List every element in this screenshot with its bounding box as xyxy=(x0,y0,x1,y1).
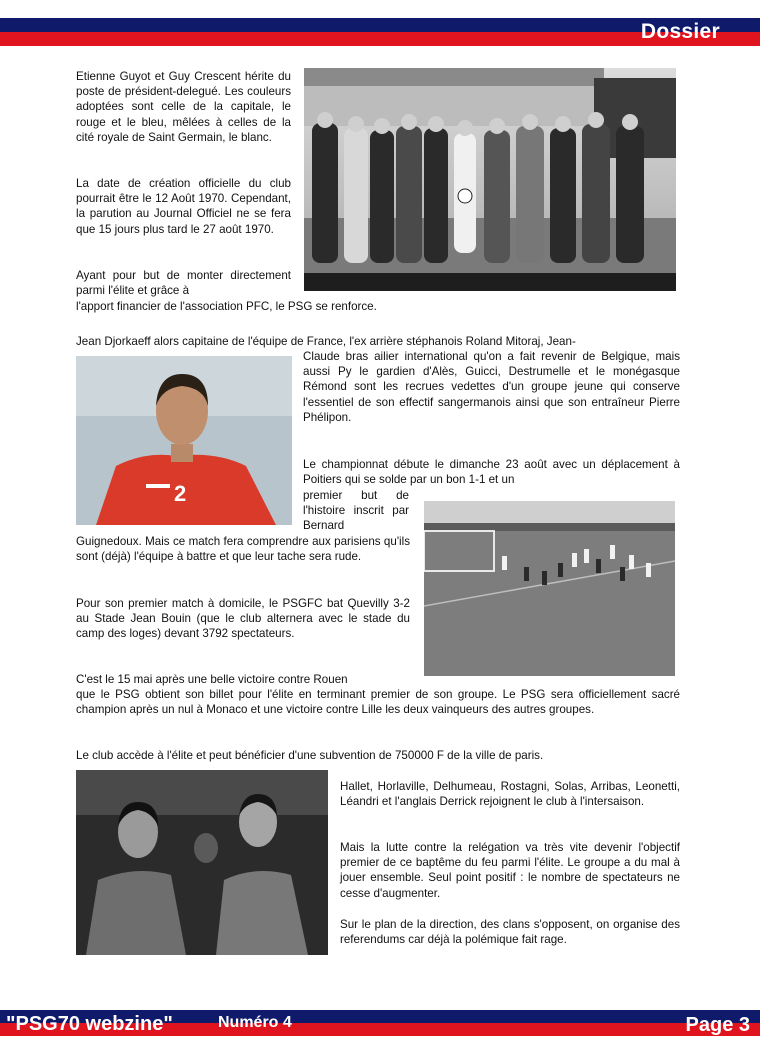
players-photo xyxy=(76,770,328,955)
paragraph-subsidy: Le club accède à l'élite et peut bénéficier d'une subvention de 750000 F de la ville de paris. xyxy=(76,749,544,762)
player-portrait xyxy=(76,356,292,525)
paragraph-ambition-a: Ayant pour but de monter directement parmi l'élite et grâce à xyxy=(76,269,291,298)
paragraph-championship-b: premier but de l'histoire inscrit par Bernard xyxy=(303,489,409,533)
paragraph-championship-a: Le championnat débute le dimanche 23 août avec un déplacement à Poitiers qui se solde par un bon 1-1 et un xyxy=(303,458,680,487)
issue-number: Numéro 4 xyxy=(218,1014,292,1031)
paragraph-direction: Sur le plan de la direction, des clans s'opposent, on organise des referendums car déjà la polémique fait rage. xyxy=(340,918,680,947)
match-photo xyxy=(424,501,675,676)
svg-text:2: 2 xyxy=(174,481,187,506)
paragraph-founders: Etienne Guyot et Guy Crescent hérite du poste de président-delegué. Les couleurs adoptées sont celle de la capitale, le rouge et le bleu, mêlées à celles de la cité royale de Saint Germain, le blanc. xyxy=(76,70,291,144)
paragraph-home-match: Pour son premier match à domicile, le PSGFC bat Quevilly 3-2 au Stade Jean Bouin (que le club alternera avec le stade du camp des loges) devant 3792 spectateurs. xyxy=(76,597,410,641)
webzine-name: "PSG70 webzine" xyxy=(6,1013,173,1035)
section-title: Dossier xyxy=(640,20,720,43)
paragraph-championship-c: Guignedoux. Mais ce match fera comprendre aux parisiens qu'ils sont (déjà) l'équipe à battre et que leur tache sera rude. xyxy=(76,535,410,564)
group-photo xyxy=(304,68,676,291)
paragraph-ambition-b: l'apport financier de l'association PFC, le PSG se renforce. xyxy=(76,300,377,313)
paragraph-promotion-b: que le PSG obtient son billet pour l'élite en terminant premier de son groupe. Le PSG sera officiellement sacré champion après un nul à Monaco et une victoire contre Lille les deux vainqueurs des autres groupes. xyxy=(76,688,680,717)
paragraph-recruits-a: Jean Djorkaeff alors capitaine de l'équipe de France, l'ex arrière stéphanois Roland Mitoraj, Jean- xyxy=(76,335,576,348)
paragraph-relegation: Mais la lutte contre la relégation va très vite devenir l'objectif premier de ce baptême du feu parmi l'élite. Le groupe a du mal à jouer ensemble. Seul point positif : le nombre de spectateurs ne cesse d'augmenter. xyxy=(340,841,680,900)
page-number: Page 3 xyxy=(685,1014,750,1036)
paragraph-promotion-a: C'est le 15 mai après une belle victoire contre Rouen xyxy=(76,673,348,686)
paragraph-creation-date: La date de création officielle du club pourrait être le 12 Août 1970. Cependant, la parution au Journal Officiel ne se fera que 15 jours plus tard le 27 août 1970. xyxy=(76,177,291,236)
paragraph-recruits-b: Claude bras ailier international qu'on a fait revenir de Belgique, mais aussi Py le gardien d'Alès, Guicci, Destrumelle et le monégasque Rémond sont les recrues vedettes d'un groupe jeune qui conserve l'essentiel de son effectif sangermanois ainsi que son entraîneur Pierre Phélipon. xyxy=(303,350,680,424)
paragraph-new-signings: Hallet, Horlaville, Delhumeau, Rostagni, Solas, Arribas, Leonetti, Léandri et l'anglais Derrick rejoignent le club à l'intersaison. xyxy=(340,780,680,809)
